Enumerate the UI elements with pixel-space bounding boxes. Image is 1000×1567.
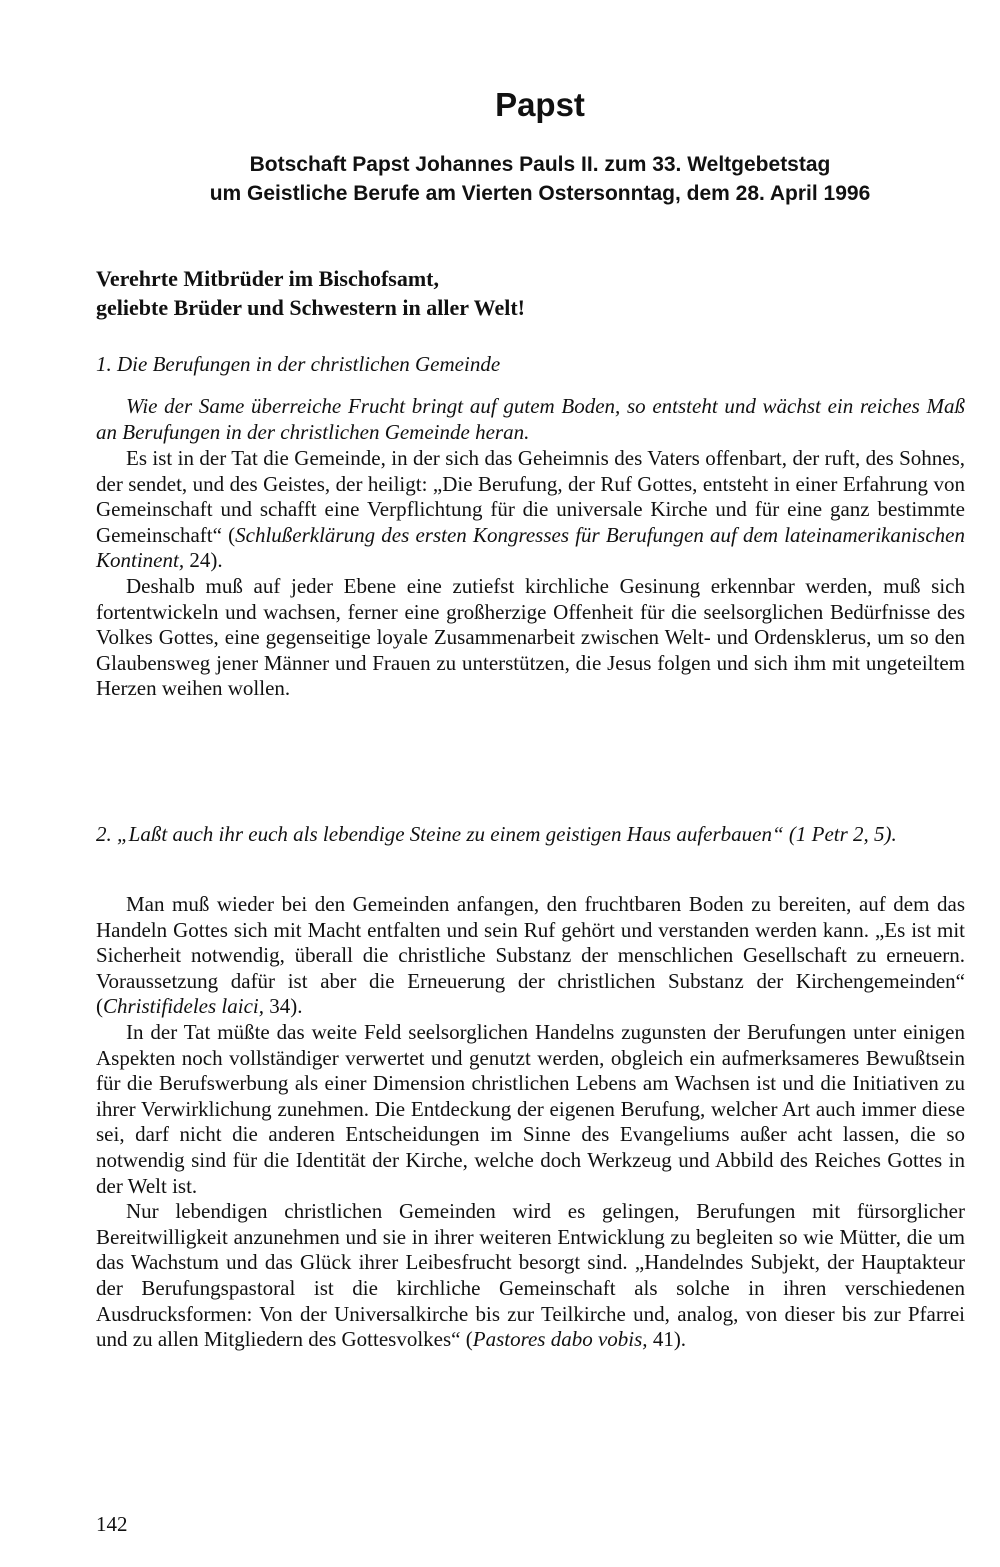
citation: Schlußerklärung des ersten Kongresses für Berufungen auf dem lateinamerikanischen Kontinent, [96, 522, 965, 573]
section-2-heading-text: 2. „Laßt auch ihr euch als lebendige Steine zu einem geistigen Haus auferbauen“ (1 Petr 2, 5). [96, 822, 897, 846]
section-2-paragraph-3 [96, 1199, 965, 1353]
section-2-heading [96, 822, 946, 848]
section-2-paragraph-2: In der Tat müßte das weite Feld seelsorglichen Handelns zugunsten der Berufungen unter einigen Aspekten noch vollständiger verwertet und genutzt werden, obgleich ein aufmerksameres Bewußtsein für die Berufswerbung als einer Dimension christlichen Lebens am Wachsen ist und die Initiativen zu ihrer Verwirklichung zunehmen. Die Entdeckung der eigenen Berufung, welcher Art auch immer diese sei, darf nicht die anderen Entscheidungen im Sinne des Evangeliums außer acht lassen, die so notwendig sind für die Identität der Kirche, welche doch Werkzeug und Abbild des Reiches Gottes in der Welt ist. [96, 1019, 965, 1198]
section-1-paragraph-1 [96, 446, 965, 574]
section-1-heading: 1. Die Berufungen in der christlichen Gemeinde [96, 352, 501, 376]
section-2-body [96, 892, 965, 1353]
paragraph-text: Es ist in der Tat die Gemeinde, in der sich das Geheimnis des Vaters offenbart, der ruft, des Sohnes, der sendet, und des Geistes, der heiligt: „Die Berufung, der Ruf Gottes, entsteht in einer Erfahrung von Gemeinschaft und schafft eine Verpflichtung für die universale Kirche und für eine ganz bestimmte Gemeinschaft“ ( [96, 446, 965, 547]
section-2-paragraph-1 [96, 892, 965, 1020]
subtitle-line-2: um Geistliche Berufe am Vierten Ostersonntag, dem 28. April 1996 [209, 182, 871, 205]
document-subtitle [40, 150, 1000, 208]
subtitle-line-1: Botschaft Papst Johannes Pauls II. zum 33. Weltgebetstag [249, 153, 831, 176]
salutation-line-2: geliebte Brüder und Schwestern in aller Welt! [96, 295, 525, 320]
paragraph-text: Nur lebendigen christlichen Gemeinden wird es gelingen, Berufungen mit fürsorglicher Bereitwilligkeit anzunehmen und sie in ihrer weiteren Entwicklung zu begleiten so wie Mütter, die um das Wachstum und das Glück ihrer Leibesfrucht besorgt sind. „Handelndes Subjekt, der Hauptakteur der Berufungspastoral ist die kirchliche Gemeinschaft als solche in ihren verschiedenen Ausdrucksformen: Von der Universalkirche bis zur Teilkirche und, analog, von dieser bis zur Pfarrei und zu allen Mitgliedern des Gottesvolkes“ ( [96, 1199, 965, 1352]
section-1-paragraph-2: Deshalb muß auf jeder Ebene eine zutiefst kirchliche Gesinung erkennbar werden, muß sich fortentwickeln und wachsen, ferner eine großherzige Offenheit für die seelsorglichen Bedürfnisse des Volkes Gottes, eine gegenseitige loyale Zusammenarbeit zwischen Welt- und Ordensklerus, um so den Glaubensweg jener Männer und Frauen zu unterstützen, die Jesus folgen und sich ihm mit ungeteiltem Herzen weihen wollen. [96, 573, 965, 701]
paragraph-end: 34). [264, 994, 303, 1019]
citation: Christifideles laici, [103, 994, 264, 1019]
section-1-body [96, 446, 965, 702]
section-1-intro: Wie der Same überreiche Frucht bringt auf gutem Boden, so entsteht und wächst ein reiches Maß an Berufungen in der christlichen Gemeinde heran. [96, 394, 965, 444]
page-title: Papst [495, 86, 585, 123]
page-number: 142 [96, 1512, 128, 1536]
salutation [96, 264, 525, 322]
salutation-line-1: Verehrte Mitbrüder im Bischofsamt, [96, 266, 439, 291]
paragraph-end: 24). [184, 548, 223, 573]
citation: Pastores dabo vobis, [472, 1327, 648, 1352]
paragraph-end: 41). [647, 1327, 687, 1352]
paragraph-text: Man muß wieder bei den Gemeinden anfangen, den fruchtbaren Boden zu bereiten, auf dem das Handeln Gottes sich mit Macht entfalten und sein Ruf gehört und verstanden werden kann. „Es ist mit Sicherheit notwendig, überall die christliche Substanz der menschlichen Gesellschaft zu erneuern. Voraussetzung dafür ist aber die Erneuerung der christlichen Substanz der Kirchengemeinden“ ( [96, 892, 965, 1019]
